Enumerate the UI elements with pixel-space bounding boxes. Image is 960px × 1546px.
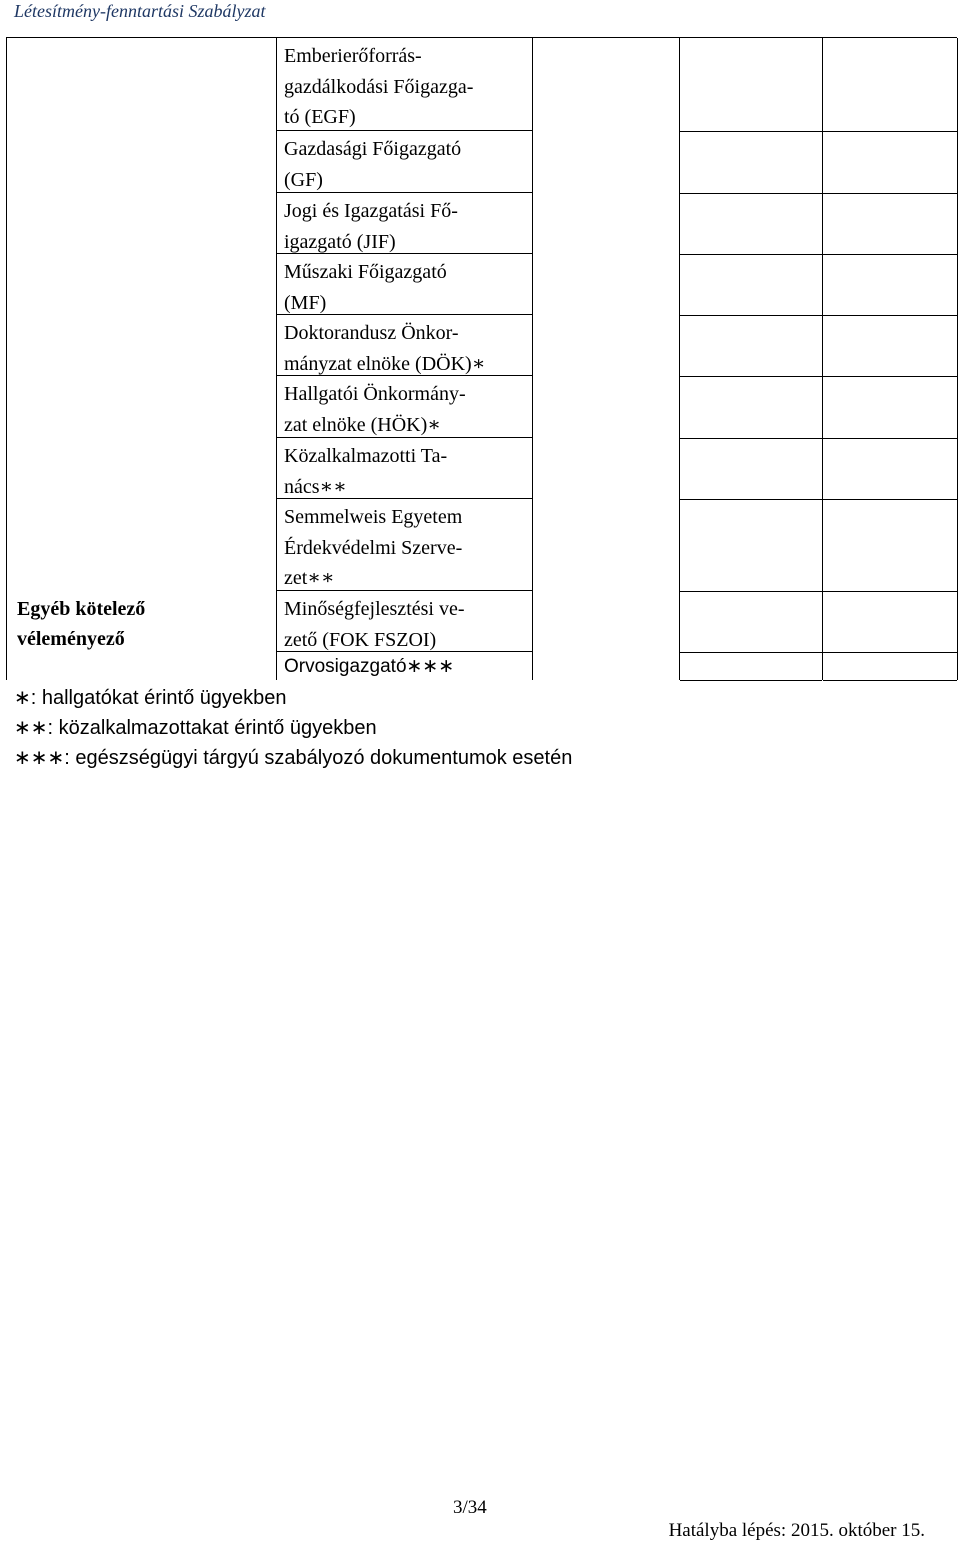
role-hok: Hallgatói Önkormány- zat elnöke (HÖK)∗: [277, 376, 532, 438]
row-divider: [680, 193, 822, 194]
table-main-column: [7, 38, 680, 680]
row-divider: [680, 591, 822, 592]
row-divider: [680, 315, 822, 316]
role-egf: Emberierőforrás- gazdálkodási Főigazga- tó (EGF): [277, 38, 532, 131]
row-divider: [680, 652, 822, 653]
row-divider: [680, 131, 822, 132]
row-divider: [823, 376, 957, 377]
row-divider: [680, 438, 822, 439]
table-column-c: [823, 38, 958, 680]
row-divider: [680, 376, 822, 377]
footnote-1: ∗: hallgatókat érintő ügyekben: [14, 687, 287, 709]
table-column-b: [680, 38, 823, 680]
reviewers-table: [6, 37, 957, 680]
row-divider: [680, 254, 822, 255]
role-erdekvedelmi-szervezet: Semmelweis Egyetem Érdekvédelmi Szerve- zet∗∗: [277, 499, 532, 591]
row-divider: [823, 499, 957, 500]
role-gf: Gazdasági Főigazgató (GF): [277, 131, 532, 193]
row-divider: [823, 193, 957, 194]
other-reviewer-label: Egyéb kötelező véleményező: [17, 598, 146, 650]
row-divider: [823, 680, 957, 681]
role-jif: Jogi és Igazgatási Fő- igazgató (JIF): [277, 193, 532, 254]
row-divider: [823, 591, 957, 592]
footnote-3: ∗∗∗: egészségügyi tárgyú szabályozó dokumentumok esetén: [14, 747, 573, 769]
row-divider: [823, 131, 957, 132]
row-divider: [680, 680, 822, 681]
role-minosegfejlesztesi-vezeto: Minőségfejlesztési ve- zető (FOK FSZOI): [277, 591, 532, 652]
page-number: 3/34: [453, 1497, 487, 1518]
footnotes: [14, 683, 572, 773]
role-orvosigazgato: Orvosigazgató∗∗∗: [284, 656, 455, 677]
role-dok: Doktorandusz Önkor- mányzat elnöke (DÖK)∗: [277, 315, 532, 376]
footnote-2: ∗∗: közalkalmazottakat érintő ügyekben: [14, 717, 377, 739]
row-divider: [823, 438, 957, 439]
roles-column: [276, 38, 533, 680]
row-divider: [823, 315, 957, 316]
role-kozalkalmazotti-tanacs: Közalkalmazotti Ta- nács∗∗: [277, 438, 532, 499]
document-header-title: Létesítmény-fenntartási Szabályzat: [14, 1, 266, 21]
row-divider: [823, 254, 957, 255]
row-divider: [823, 652, 957, 653]
row-divider: [680, 499, 822, 500]
effective-date: Hatályba lépés: 2015. október 15.: [668, 1520, 925, 1541]
role-mf: Műszaki Főigazgató (MF): [277, 254, 532, 315]
